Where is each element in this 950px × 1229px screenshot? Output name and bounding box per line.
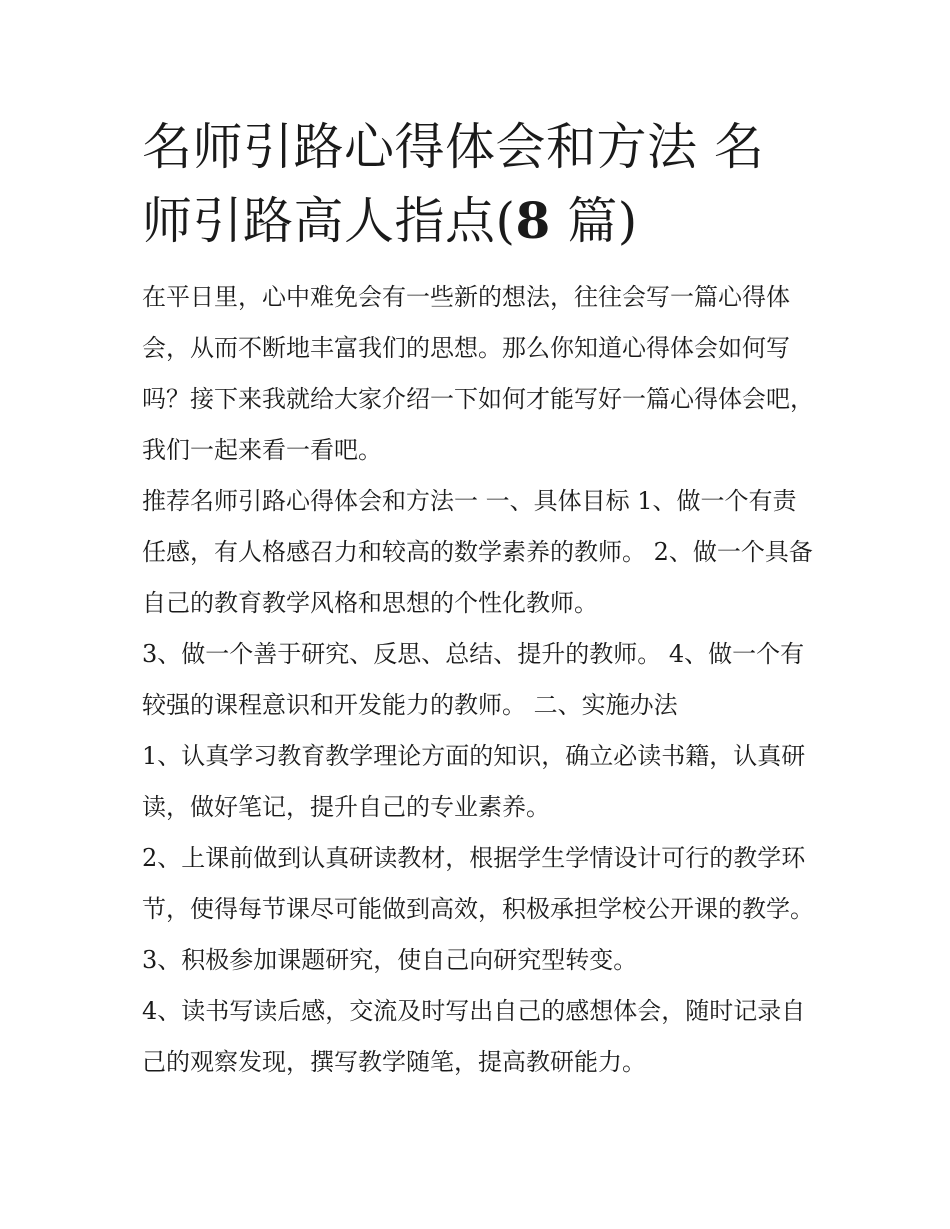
document-page: [142, 110, 814, 1088]
paragraph-method-2: 2、上课前做到认真研读教材，根据学生学情设计可行的教学环节，使得每节课尽可能做到高效，积极承担学校公开课的教学。 3、积极参加课题研究，使自己向研究型转变。: [142, 844, 814, 974]
document-title: [142, 110, 814, 258]
paragraph-intro: 在平日里，心中难免会有一些新的想法，往往会写一篇心得体会，从而不断地丰富我们的思想。那么你知道心得体会如何写吗？接下来我就给大家介绍一下如何才能写好一篇心得体会吧，我们一起来看一看吧。: [142, 283, 814, 464]
document-body: [142, 272, 814, 1088]
paragraph-method-4: 4、读书写读后感，交流及时写出自己的感想体会，随时记录自己的观察发现，撰写教学随笔，提高教研能力。: [142, 997, 806, 1076]
paragraph-goals: 推荐名师引路心得体会和方法一 一、具体目标 1、做一个有责任感，有人格感召力和较高的数学素养的教师。 2、做一个具备自己的教育教学风格和思想的个性化教师。: [142, 487, 813, 617]
title-suffix: 篇): [550, 192, 638, 250]
paragraph-method-1: 1、认真学习教育教学理论方面的知识，确立必读书籍，认真研读，做好笔记，提升自己的专业素养。: [142, 742, 806, 821]
title-number: 8: [515, 191, 551, 250]
title-text: 名师引路心得体会和方法 名师引路高人指点(: [142, 118, 765, 250]
paragraph-goals-continued: 3、做一个善于研究、反思、总结、提升的教师。 4、做一个有较强的课程意识和开发能力的教师。 二、实施办法: [142, 640, 805, 719]
